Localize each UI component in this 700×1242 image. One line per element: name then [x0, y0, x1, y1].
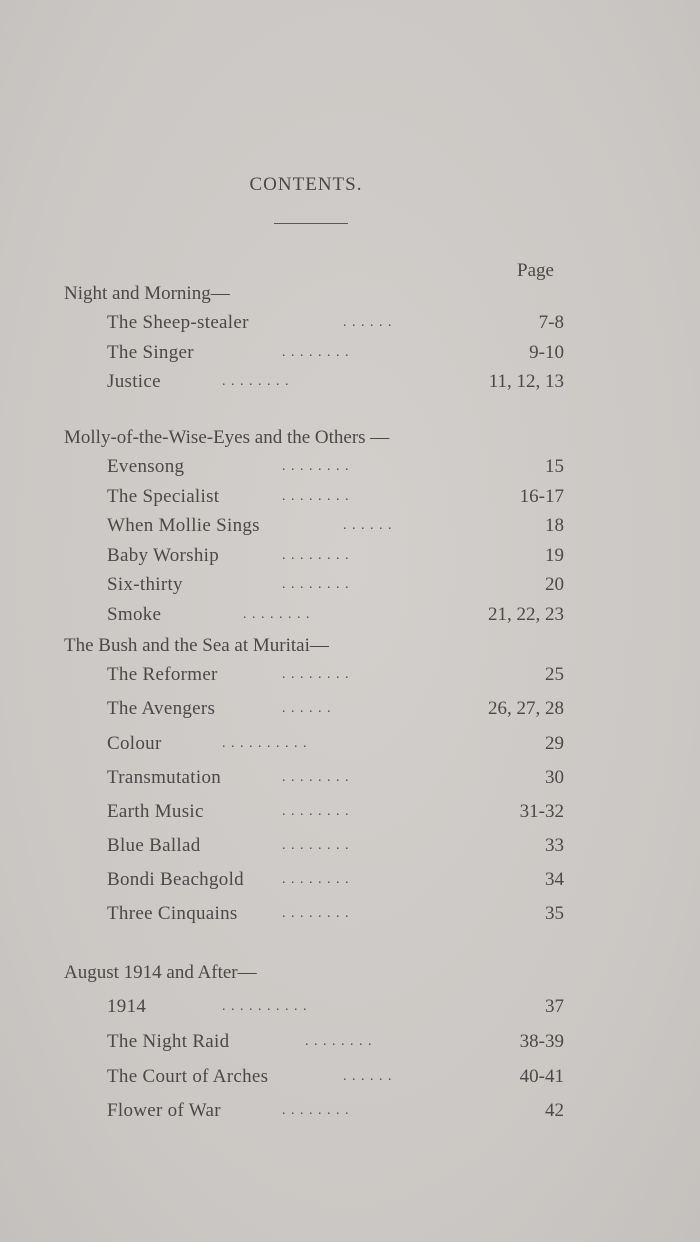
toc-entry: The Night Raid . . . . . . . . 38-39	[107, 1031, 564, 1052]
toc-entry: Three Cinquains . . . . . . . . 35	[107, 903, 564, 924]
toc-entry: Evensong . . . . . . . . 15	[107, 456, 564, 477]
title-rule	[274, 223, 348, 224]
toc-entry: Blue Ballad . . . . . . . . 33	[107, 835, 564, 856]
toc-entry: 1914 . . . . . . . . . . 37	[107, 996, 564, 1017]
toc-entry: Flower of War . . . . . . . . 42	[107, 1100, 564, 1121]
toc-entry: Transmutation . . . . . . . . 30	[107, 767, 564, 788]
toc-entry: When Mollie Sings . . . . . . 18	[107, 515, 564, 536]
toc-entry: The Singer . . . . . . . . 9-10	[107, 342, 564, 363]
section-heading: August 1914 and After—	[64, 962, 257, 983]
toc-entry: Smoke . . . . . . . . 21, 22, 23	[107, 604, 564, 625]
section-heading: The Bush and the Sea at Muritai—	[64, 635, 329, 656]
toc-entry: The Reformer . . . . . . . . 25	[107, 664, 564, 685]
toc-entry: The Specialist . . . . . . . . 16-17	[107, 486, 564, 507]
toc-entry: Earth Music . . . . . . . . 31-32	[107, 801, 564, 822]
toc-entry: Bondi Beachgold . . . . . . . . 34	[107, 869, 564, 890]
page-column-label: Page	[517, 260, 554, 281]
toc-entry: Colour . . . . . . . . . . 29	[107, 733, 564, 754]
section-heading: Night and Morning—	[64, 283, 230, 304]
page-title: CONTENTS.	[249, 174, 363, 195]
toc-entry: Justice . . . . . . . . 11, 12, 13	[107, 371, 564, 392]
toc-entry: The Sheep-stealer . . . . . . 7-8	[107, 312, 564, 333]
toc-entry: The Court of Arches . . . . . . 40-41	[107, 1066, 564, 1087]
section-heading: Molly-of-the-Wise-Eyes and the Others —	[64, 427, 390, 448]
toc-entry: The Avengers . . . . . . 26, 27, 28	[107, 698, 564, 719]
toc-entry: Six-thirty . . . . . . . . 20	[107, 574, 564, 595]
toc-entry: Baby Worship . . . . . . . . 19	[107, 545, 564, 566]
